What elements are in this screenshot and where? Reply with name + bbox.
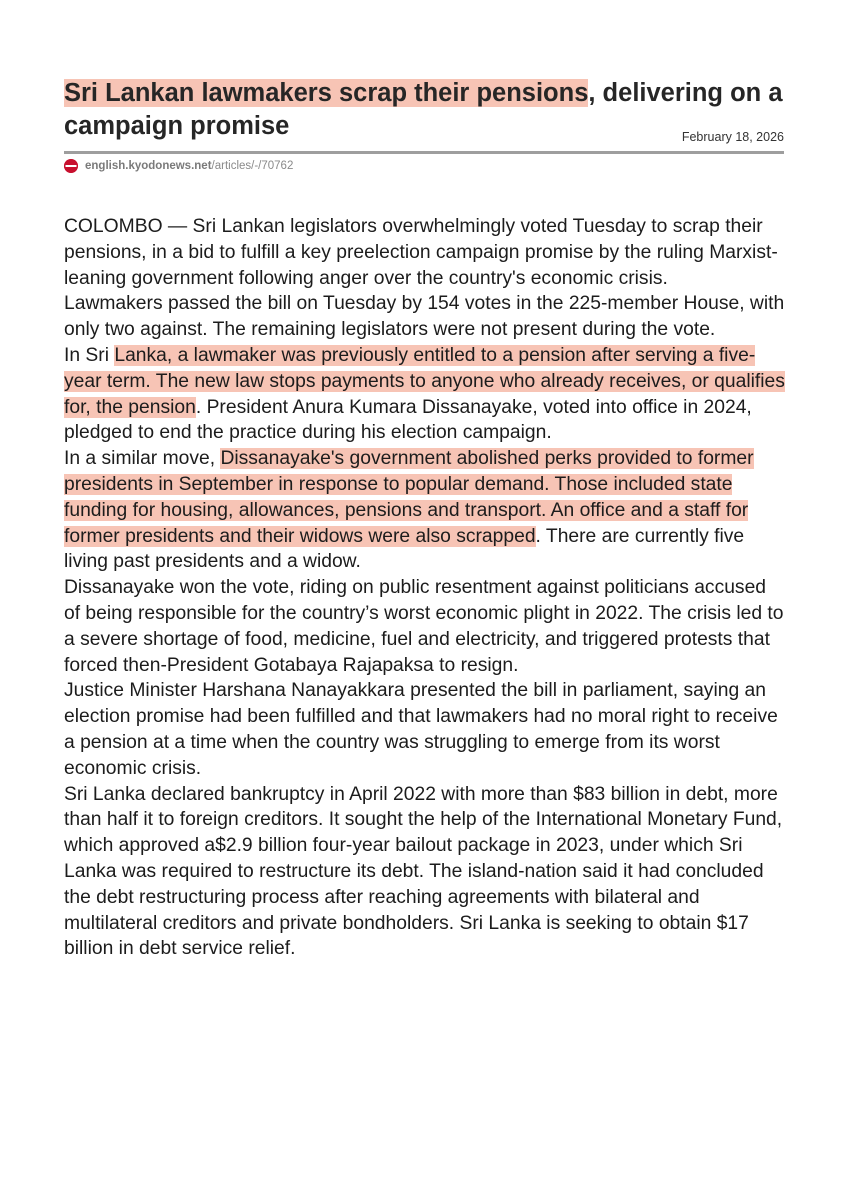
paragraph-3 [64, 343, 786, 446]
paragraph-2: Lawmakers passed the bill on Tuesday by 154 votes in the 225-member House, with only two against. The remaining legislators were not present during the vote. [64, 293, 785, 341]
headline-highlight: Sri Lankan lawmakers scrap their pensions [64, 79, 589, 107]
paragraph-7: Sri Lanka declared bankruptcy in April 2022 with more than $83 billion in debt, more than half it to foreign creditors. It sought the help of the International Monetary Fund, which approved a$2.9 billion four-year bailout package in 2023, under which Sri Lanka was required to restructure its debt. The island-nation said it had concluded the debt restructuring process after reaching agreements with bilateral and multilateral creditors and private bondholders. Sri Lanka is seeking to obtain $17 billion in debt service relief. [64, 783, 783, 960]
paragraph-3-highlight: Lanka, a lawmaker was previously entitled to a pension after serving a five-year term. The new law stops payments to anyone who already receives, or qualifies for, the pension [64, 344, 785, 418]
paragraph-4 [64, 446, 786, 575]
paragraph-4-tail: . There are currently five living past presidents and a widow. [64, 525, 745, 573]
paragraph-5: Dissanayake won the vote, riding on public resentment against politicians accused of being responsible for the country’s worst economic plight in 2022. The crisis led to a severe shortage of food, medicine, fuel and electricity, and triggered protests that forced then-President Gotabaya Rajapaksa to resign. [64, 577, 784, 676]
paragraph-6: Justice Minister Harshana Nanayakkara presented the bill in parliament, saying an election promise had been fulfilled and that lawmakers had no moral right to receive a pension at a time when the country was struggling to emerge from its worst economic crisis. [64, 680, 778, 779]
headline-rest: , delivering on a campaign promise [64, 79, 783, 140]
header-divider [64, 151, 784, 154]
paragraph-4-highlight: Dissanayake's government abolished perks provided to former presidents in September in response to popular demand. Those included state funding for housing, allowances, pensions and transport. An office and a staff for former presidents and their widows were also scrapped [64, 448, 754, 547]
article-headline [64, 77, 784, 143]
source-domain[interactable]: english.kyodonews.net [85, 160, 212, 172]
paragraph-1: COLOMBO — Sri Lankan legislators overwhelmingly voted Tuesday to scrap their pensions, in a bid to fulfill a key preelection campaign promise by the ruling Marxist-leaning government following anger over the country's economic crisis. [64, 216, 778, 289]
kyodo-news-logo-icon [64, 159, 78, 173]
article-body [64, 214, 786, 962]
article-date: February 18, 2026 [681, 130, 784, 144]
paragraph-3-lead: In Sri [64, 344, 115, 366]
source-line[interactable] [64, 158, 293, 174]
paragraph-4-lead: In a similar move, [64, 448, 221, 470]
source-path[interactable]: /articles/-/70762 [211, 160, 294, 172]
paragraph-3-tail: . President Anura Kumara Dissanayake, voted into office in 2024, pledged to end the practice during his election campaign. [64, 396, 752, 444]
